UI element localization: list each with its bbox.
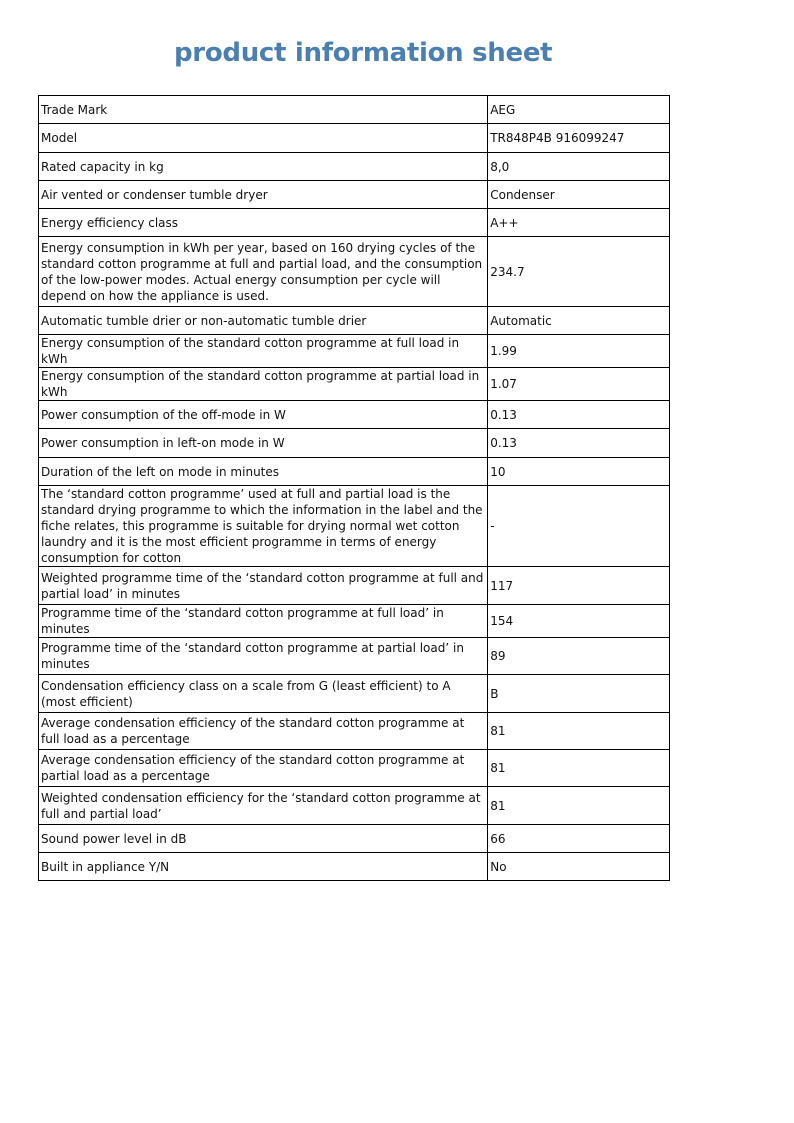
row-value: Condenser: [488, 181, 670, 209]
table-row: [39, 237, 670, 307]
row-value: 81: [488, 713, 670, 750]
product-info-table: [38, 95, 670, 881]
row-value: B: [488, 675, 670, 713]
table-row: [39, 368, 670, 401]
table-row: [39, 853, 670, 881]
table-row: [39, 96, 670, 124]
table-row: [39, 181, 670, 209]
table-row: [39, 124, 670, 153]
table-row: [39, 825, 670, 853]
row-value: 117: [488, 567, 670, 605]
row-label: Sound power level in dB: [39, 825, 488, 853]
row-label: Energy consumption of the standard cotton programme at full load in kWh: [39, 335, 488, 368]
row-value: 10: [488, 458, 670, 486]
table-row: [39, 750, 670, 787]
row-label: Programme time of the ‘standard cotton programme at full load’ in minutes: [39, 605, 488, 638]
table-body: [39, 96, 670, 881]
row-value: 8,0: [488, 153, 670, 181]
row-label: Trade Mark: [39, 96, 488, 124]
table-row: [39, 713, 670, 750]
row-label: Power consumption of the off-mode in W: [39, 401, 488, 429]
row-label: Power consumption in left-on mode in W: [39, 429, 488, 458]
row-label: Rated capacity in kg: [39, 153, 488, 181]
row-value: TR848P4B 916099247: [488, 124, 670, 153]
row-label: Automatic tumble drier or non-automatic tumble drier: [39, 307, 488, 335]
table-row: [39, 209, 670, 237]
table-row: [39, 401, 670, 429]
table-row: [39, 638, 670, 675]
row-value: AEG: [488, 96, 670, 124]
table-row: [39, 486, 670, 567]
table-row: [39, 335, 670, 368]
row-value: 154: [488, 605, 670, 638]
row-label: Condensation efficiency class on a scale from G (least efficient) to A (most efficient): [39, 675, 488, 713]
table-row: [39, 429, 670, 458]
row-label: Built in appliance Y/N: [39, 853, 488, 881]
table-row: [39, 787, 670, 825]
table-row: [39, 675, 670, 713]
table-row: [39, 307, 670, 335]
row-label: Average condensation efficiency of the standard cotton programme at partial load as a percentage: [39, 750, 488, 787]
table-row: [39, 605, 670, 638]
row-value: Automatic: [488, 307, 670, 335]
row-label: Average condensation efficiency of the standard cotton programme at full load as a percentage: [39, 713, 488, 750]
row-label: Weighted condensation efficiency for the ‘standard cotton programme at full and partial load’: [39, 787, 488, 825]
row-label: Model: [39, 124, 488, 153]
row-label: Programme time of the ‘standard cotton programme at partial load’ in minutes: [39, 638, 488, 675]
table-row: [39, 567, 670, 605]
row-label: Energy consumption of the standard cotton programme at partial load in kWh: [39, 368, 488, 401]
row-label: Weighted programme time of the ‘standard cotton programme at full and partial load’ in minutes: [39, 567, 488, 605]
row-label: The ‘standard cotton programme’ used at full and partial load is the standard drying programme to which the information in the label and the fiche relates, this programme is suitable for drying normal wet cotton laundry and it is the most efficient programme in terms of energy consumption for cotton: [39, 486, 488, 567]
page-title: product information sheet: [174, 38, 553, 68]
row-label: Duration of the left on mode in minutes: [39, 458, 488, 486]
row-value: 1.07: [488, 368, 670, 401]
row-value: 89: [488, 638, 670, 675]
row-value: 81: [488, 750, 670, 787]
row-value: A++: [488, 209, 670, 237]
row-value: 234.7: [488, 237, 670, 307]
row-value: 0.13: [488, 429, 670, 458]
row-value: 0.13: [488, 401, 670, 429]
row-value: 66: [488, 825, 670, 853]
row-value: 1.99: [488, 335, 670, 368]
row-label: Energy consumption in kWh per year, based on 160 drying cycles of the standard cotton programme at full and partial load, and the consumption of the low-power modes. Actual energy consumption per cycle will depend on how the appliance is used.: [39, 237, 488, 307]
row-label: Air vented or condenser tumble dryer: [39, 181, 488, 209]
table-row: [39, 153, 670, 181]
row-label: Energy efficiency class: [39, 209, 488, 237]
row-value: No: [488, 853, 670, 881]
row-value: -: [488, 486, 670, 567]
table-row: [39, 458, 670, 486]
row-value: 81: [488, 787, 670, 825]
